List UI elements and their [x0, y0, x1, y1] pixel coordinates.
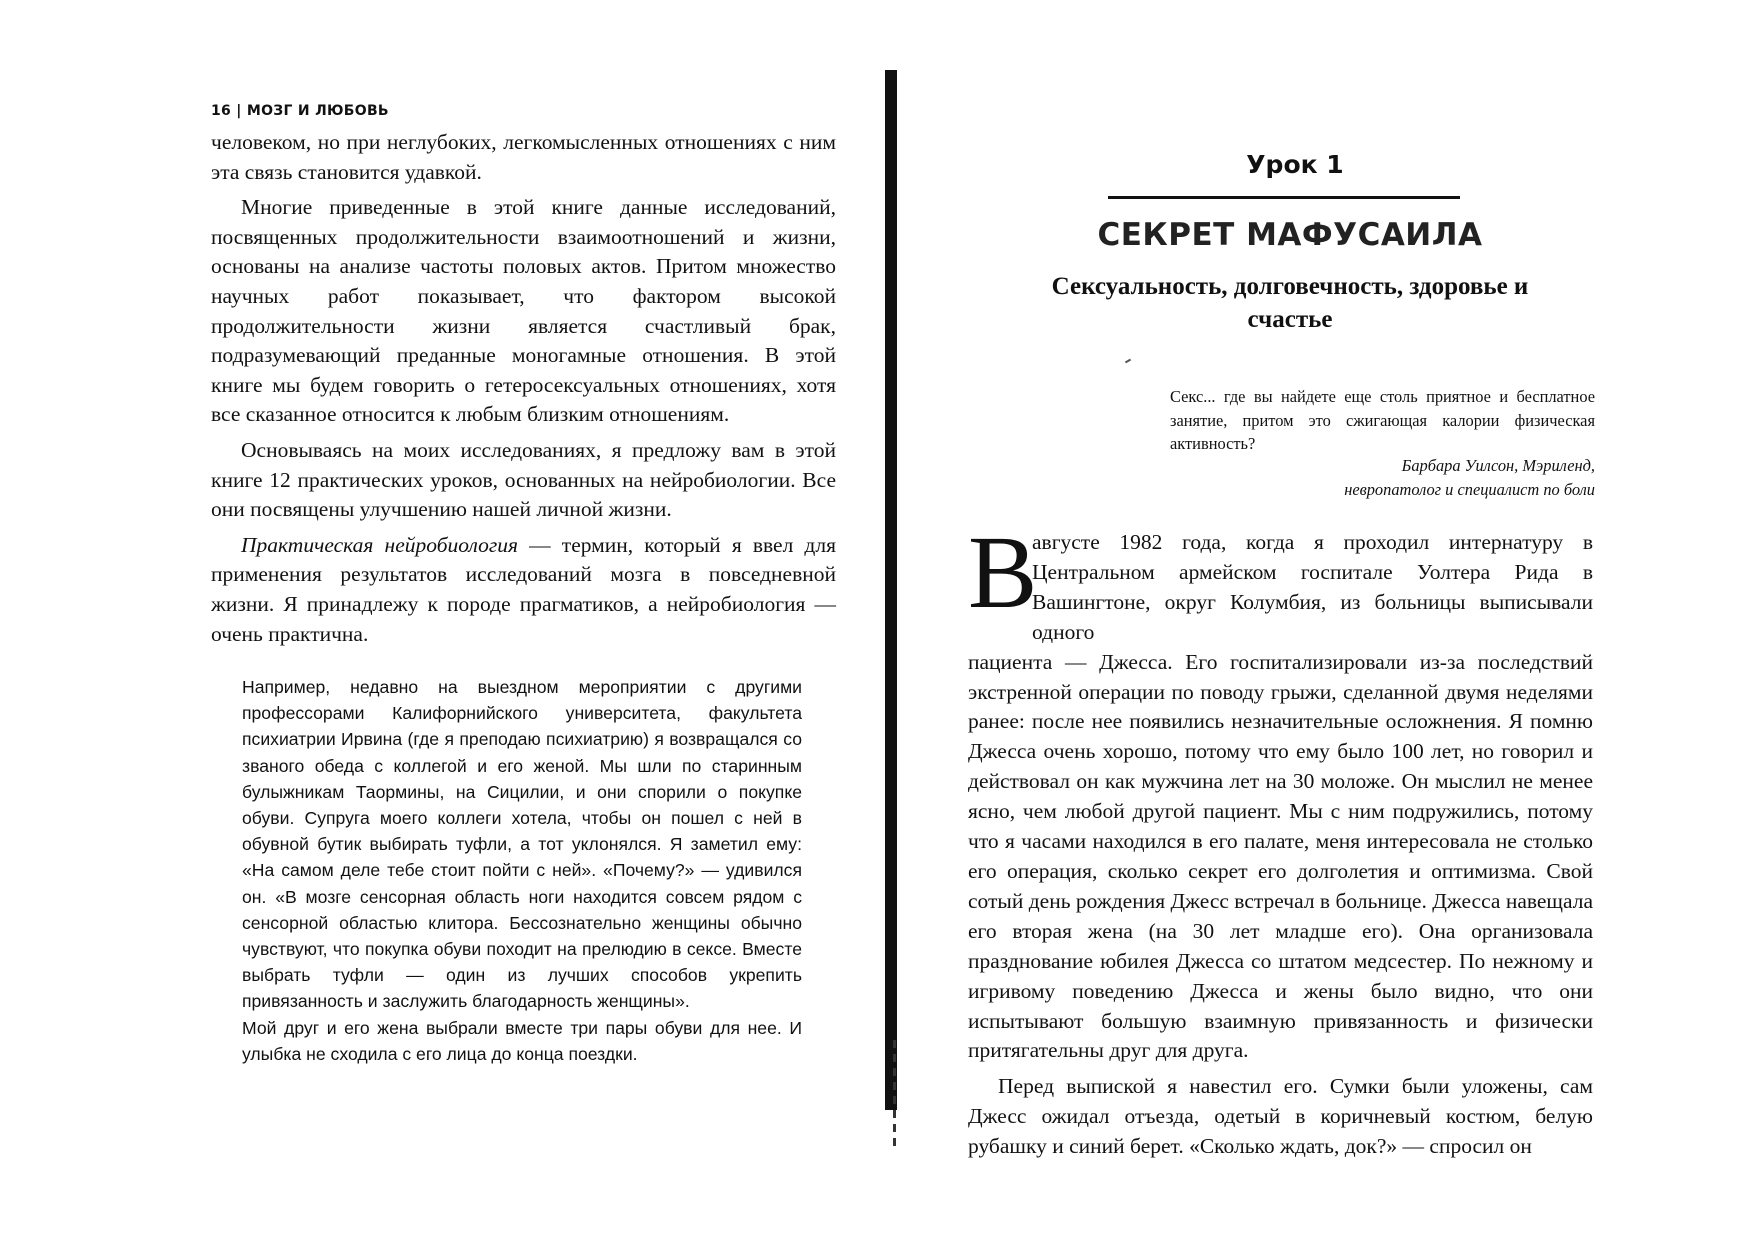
left-body-text: [211, 128, 836, 655]
paragraph: Многие приведенные в этой книге данные исследований, посвященных продолжительности взаимоотношений и жизни, основаны на анализе частоты половых актов. Притом множество научных работ показывает, что фактором высокой продолжительности жизни является счастливый брак, подразумевающий преданные моногамные отношения. В этой книге мы будем говорить о гетеросексуальных отношениях, хотя все сказанное относится к любым близким отношениям.: [211, 195, 836, 427]
lesson-divider: [1108, 196, 1460, 199]
chapter-subtitle: Сексуальность, долговечность, здоровье и счастье: [1051, 273, 1529, 333]
paragraph: человеком, но при неглубоких, легкомысленных отношениях с ним эта связь становится удавкой.: [211, 130, 836, 184]
running-head: 16 | МОЗГ И ЛЮБОВЬ: [211, 103, 389, 119]
epigraph-attribution: [1170, 454, 1595, 501]
epigraph-author: Барбара Уилсон, Мэриленд,: [1401, 456, 1595, 475]
decorative-tick: [1125, 359, 1131, 364]
term-definition: — термин, который я ввел для применения результатов исследований мозга в повседневной жизни. Я принадлежу к породе прагматиков, а нейробиология — очень практична.: [211, 532, 836, 646]
chapter-title: СЕКРЕТ МАФУСАИЛА: [1097, 217, 1483, 253]
paragraph-rest: пациента — Джесса. Его госпитализировали из-за последствий экстренной операции по поводу грыжи, сделанной двумя неделями ранее: после нее появились незначительные осложнения. Я помню Джесса очень хорошо, потому что ему было 100 лет, но говорил и действовал он как мужчина лет на 30 моложе. Он мыслил не менее ясно, чем любой другой пациент. Мы с ним подружились, потому что я часами находился в его палате, меня интересовала не столько его операция, сколько секрет его долголетия и оптимизма. Свой сотый день рождения Джесс встречал в больнице. Джесса навещала его вторая жена (на 30 лет младше его). Она организовала празднование юбилея Джесса со штатом медсестер. По нежному и игривому поведению Джесса и жены было видно, что они испытывают большую взаимную привязанность и физически притягательны друг для друга.: [968, 649, 1593, 1063]
paragraph: [968, 528, 1593, 1066]
right-body-text: [968, 528, 1593, 1168]
lesson-label: Урок 1: [1246, 150, 1344, 179]
note-paragraph: Мой друг и его жена выбрали вместе три пары обуви для нее. И улыбка не сходила с его лица до конца поездки.: [242, 1017, 802, 1064]
drop-cap: В: [968, 515, 1038, 630]
epigraph-text: Секс... где вы найдете еще столь приятное и бесплатное занятие, притом это сжигающая калории физическая активность?: [1170, 387, 1595, 453]
paragraph: Перед выпиской я навестил его. Сумки были уложены, сам Джесс ожидал отъезда, одетый в коричневый костюм, белую рубашку и синий берет. «Сколько ждать, док?» — спросил он: [968, 1074, 1593, 1159]
example-note: [242, 674, 802, 1067]
paragraph: Основываясь на моих исследованиях, я предложу вам в этой книге 12 практических уроков, основанных на нейробиологии. Все они посвящены улучшению нашей личной жизни.: [211, 437, 836, 522]
epigraph-author-role: невропатолог и специалист по боли: [1344, 479, 1595, 499]
note-paragraph: Например, недавно на выездном мероприятии с другими профессорами Калифорнийского университета, факультета психиатрии Ирвина (где я преподаю психиатрию) я возвращался со званого обеда с коллегой и его женой. Мы шли по старинным булыжникам Таормины, на Сицилии, и они спорили о покупке обуви. Супруга моего коллеги хотела, чтобы он пошел с ней в обувной бутик выбирать туфли, а тот уклонялся. Я заметил ему: «На самом деле тебе стоит пойти с ней». «Почему?» — удивился он. «В мозге сенсорная область ноги находится совсем рядом с сенсорной областью клитора. Бессознательно женщины обычно чувствуют, что покупка обуви походит на прелюдию в сексе. Вместе выбрать туфли — один из лучших способов укрепить привязанность и заслужить благодарность женщины».: [242, 677, 802, 1012]
term: Практическая нейробиология: [241, 532, 519, 557]
paragraph-term: [211, 531, 836, 649]
book-spine-fade: [893, 1040, 896, 1150]
paragraph-lead: августе 1982 года, когда я проходил интернатуру в Центральном армейском госпитале Уолтера Рида в Вашингтоне, округ Колумбия, из больницы выписывали одного: [1032, 530, 1593, 644]
book-spine: [885, 70, 897, 1110]
